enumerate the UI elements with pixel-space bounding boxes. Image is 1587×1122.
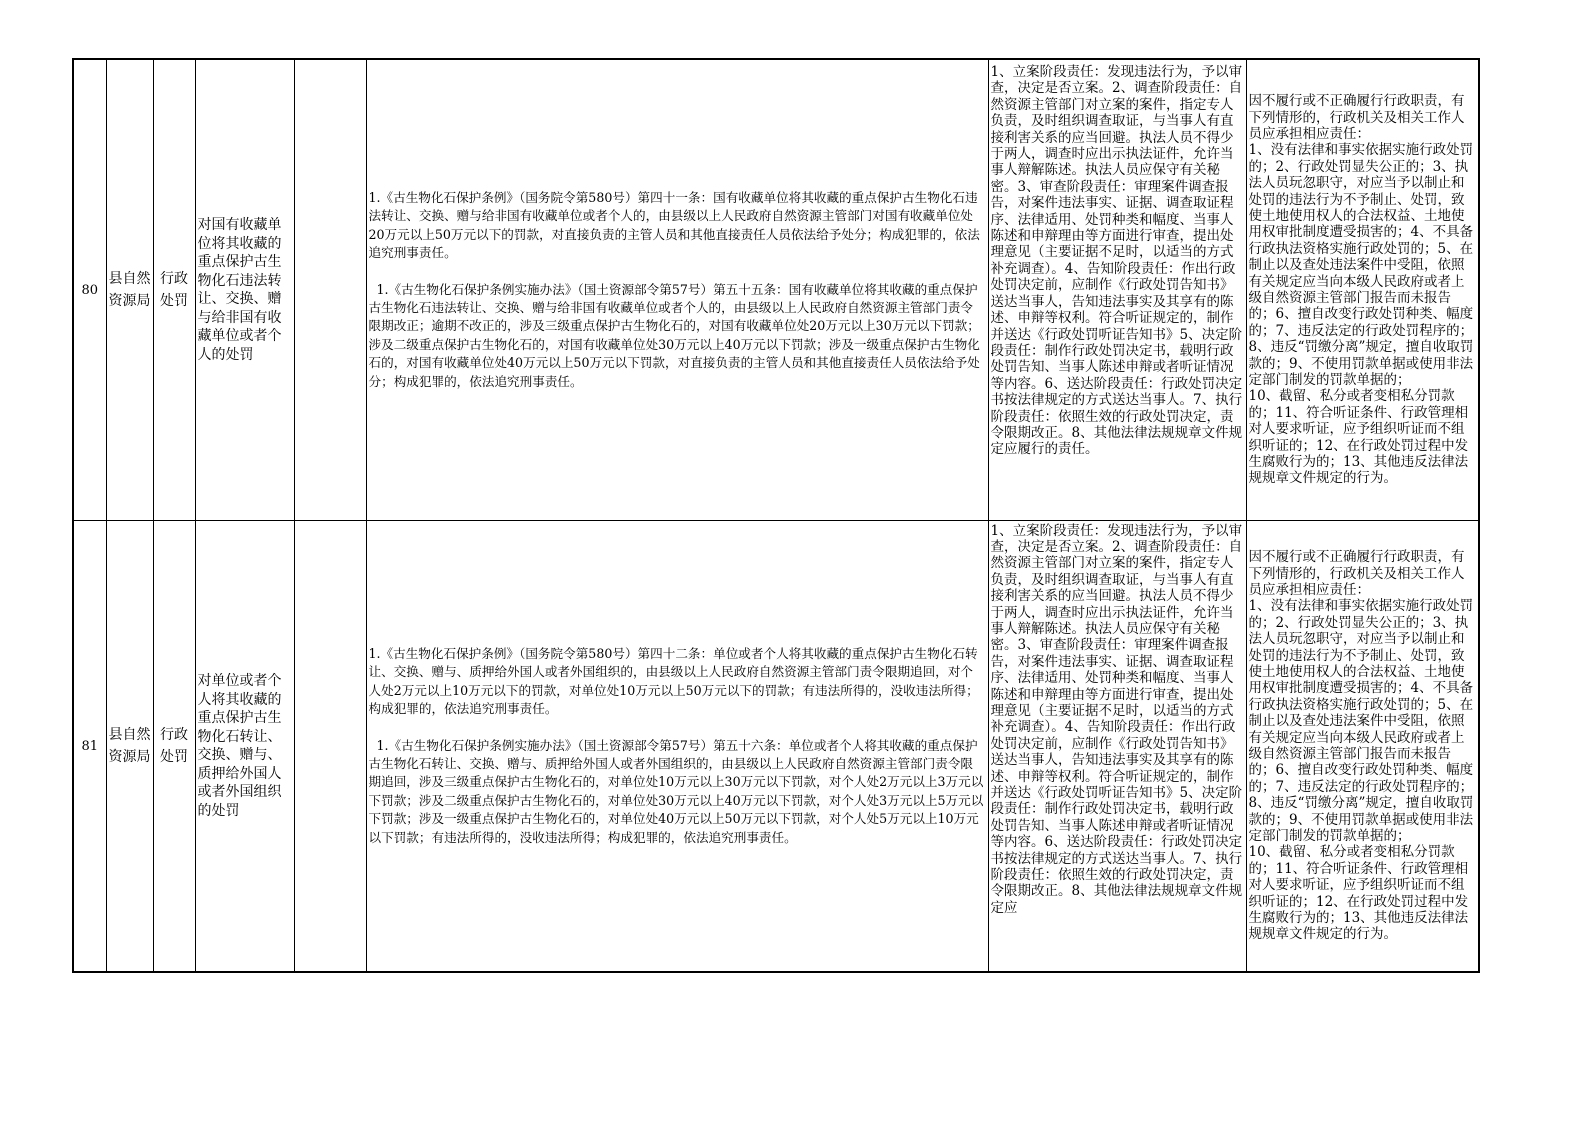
table-row	[73, 521, 1479, 973]
responsibility-text: 1、立案阶段责任：发现违法行为，予以审查，决定是否立案。2、调查阶段责任：自然资源主管部门对立案的案件，指定专人负责，及时组织调查取证，与当事人有直接利害关系的应当回避。执法人员不得少于两人，调查时应出示执法证件，允许当事人辩解陈述。执法人员应保守有关秘密。3、审查阶段责任：审理案件调查报告，对案件违法事实、证据、调查取证程序、法律适用、处罚种类和幅度、当事人陈述和申辩理由等方面进行审查，提出处理意见（主要证据不足时，以适当的方式补充调查）。4、告知阶段责任：作出行政处罚决定前，应制作《行政处罚告知书》送达当事人，告知违法事实及其享有的陈述、申辩等权利。符合听证规定的，制作并送达《行政处罚听证告知书》5、决定阶段责任：制作行政处罚决定书，载明行政处罚告知、当事人陈述申辩或者听证情况等内容。6、送达阶段责任：行政处罚决定书按法律规定的方式送达当事人。7、执行阶段责任：依照生效的行政处罚决定，责令限期改正。8、其他法律法规规章文件规定应履行的责任。	[990, 64, 1243, 458]
responsibility-cell	[988, 521, 1246, 973]
row-index: 81	[73, 521, 106, 973]
table-row	[73, 59, 1479, 521]
category-cell: 行政处罚	[153, 59, 195, 521]
legal-basis-paragraph: 1.《古生物化石保护条例实施办法》（国土资源部令第57号）第五十六条：单位或者个人将其收藏的重点保护古生物化石转让、交换、赠与、质押给外国人或者外国组织的，由县级以上人民政府自然资源主管部门责令限期追回，涉及三级重点保护古生物化石的，对单位处10万元以上30万元以下罚款，对个人处2万元以上3万元以下罚款；涉及二级重点保护古生物化石的，对单位处30万元以上40万元以下罚款，对个人处3万元以上5万元以下罚款；涉及一级重点保护古生物化石的，对单位处40万元以上50万元以下罚款，对个人处5万元以上10万元以下罚款；有违法所得的，没收违法所得；构成犯罪的，依法追究刑事责任。	[368, 737, 984, 845]
responsibility-cell	[988, 59, 1246, 521]
responsibility-text: 1、立案阶段责任：发现违法行为，予以审查，决定是否立案。2、调查阶段责任：自然资源主管部门对立案的案件，指定专人负责，及时组织调查取证，与当事人有直接利害关系的应当回避。执法人员不得少于两人，调查时应出示执法证件，允许当事人辩解陈述。执法人员应保守有关秘密。3、审查阶段责任：审理案件调查报告，对案件违法事实、证据、调查取证程序、法律适用、处罚种类和幅度、当事人陈述和申辩理由等方面进行审查，提出处理意见（主要证据不足时，以适当的方式补充调查）。4、告知阶段责任：作出行政处罚决定前，应制作《行政处罚告知书》送达当事人，告知违法事实及其享有的陈述、申辩等权利。符合听证规定的，制作并送达《行政处罚听证告知书》5、决定阶段责任：制作行政处罚决定书，载明行政处罚告知、当事人陈述申辩或者听证情况等内容。6、送达阶段责任：行政处罚决定书按法律规定的方式送达当事人。7、执行阶段责任：依照生效的行政处罚决定，责令限期改正。8、其他法律法规规章文件规定应	[990, 522, 1243, 916]
item-name-cell: 对国有收藏单位将其收藏的重点保护古生物化石违法转让、交换、赠与给非国有收藏单位或者个人的处罚	[195, 59, 294, 521]
category-cell: 行政处罚	[153, 521, 195, 973]
legal-basis-paragraph: 1.《古生物化石保护条例实施办法》（国土资源部令第57号）第五十五条：国有收藏单位将其收藏的重点保护古生物化石违法转让、交换、赠与给非国有收藏单位或者个人的，由县级以上人民政府自然资源主管部门责令限期改正；逾期不改正的，涉及三级重点保护古生物化石的，对国有收藏单位处20万元以上30万元以下罚款；涉及二级重点保护古生物化石的，对国有收藏单位处30万元以上40万元以下罚款；涉及一级重点保护古生物化石的，对国有收藏单位处40万元以上50万元以下罚款，对直接负责的主管人员和其他直接责任人员依法给予处分；构成犯罪的，依法追究刑事责任。	[368, 281, 980, 389]
legal-basis-cell	[366, 59, 988, 521]
department-cell: 县自然资源局	[106, 521, 153, 973]
liability-cell	[1246, 59, 1479, 521]
legal-basis-cell	[366, 521, 988, 973]
empty-cell	[294, 521, 366, 973]
liability-text: 因不履行或不正确履行行政职责，有下列情形的，行政机关及相关工作人员应承担相应责任： 1、没有法律和事实依据实施行政处罚的；2、行政处罚显失公正的；3、执法人员玩忽职守，对应当予以制止和处罚的违法行为不予制止、处罚，致使土地使用权人的合法权益、土地使用权审批制度遭受损害的；4、不具备行政执法资格实施行政处罚的；5、在制止以及查处违法案件中受阻，依照有关规定应当向本级人民政府或者上级自然资源主管部门报告而未报告的；6、擅自改变行政处罚种类、幅度的；7、违反法定的行政处罚程序的；8、违反“罚缴分离”规定，擅自收取罚款的；9、不使用罚款单据或使用非法定部门制发的罚款单据的； 10、截留、私分或者变相私分罚款的；11、符合听证条件、行政管理相对人要求听证，应予组织听证而不组织听证的；12、在行政处罚过程中发生腐败行为的；13、其他违反法律法规规章文件规定的行为。	[1248, 93, 1474, 487]
department-cell: 县自然资源局	[106, 59, 153, 521]
legal-basis-paragraph: 1.《古生物化石保护条例》（国务院令第580号）第四十二条：单位或者个人将其收藏的重点保护古生物化石转让、交换、赠与、质押给外国人或者外国组织的，由县级以上人民政府自然资源主管部门责令限期追回，对个人处2万元以上10万元以下的罚款，对单位处10万元以上50万元以下的罚款；有违法所得的，没收违法所得；构成犯罪的，依法追究刑事责任。	[368, 645, 979, 717]
legal-basis-paragraph: 1.《古生物化石保护条例》（国务院令第580号）第四十一条：国有收藏单位将其收藏的重点保护古生物化石违法转让、交换、赠与给非国有收藏单位或者个人的，由县级以上人民政府自然资源主管部门对国有收藏单位处20万元以上50万元以下的罚款，对直接负责的主管人员和其他直接责任人员依法给予处分；构成犯罪的，依法追究刑事责任。	[368, 189, 980, 261]
item-name-cell: 对单位或者个人将其收藏的重点保护古生物化石转让、交换、赠与、质押给外国人或者外国组织的处罚	[195, 521, 294, 973]
liability-cell	[1246, 521, 1479, 973]
empty-cell	[294, 59, 366, 521]
power-list-table	[72, 58, 1480, 973]
liability-text: 因不履行或不正确履行行政职责，有下列情形的，行政机关及相关工作人员应承担相应责任： 1、没有法律和事实依据实施行政处罚的；2、行政处罚显失公正的；3、执法人员玩忽职守，对应当予以制止和处罚的违法行为不予制止、处罚，致使土地使用权人的合法权益、土地使用权审批制度遭受损害的；4、不具备行政执法资格实施行政处罚的；5、在制止以及查处违法案件中受阻，依照有关规定应当向本级人民政府或者上级自然资源主管部门报告而未报告的；6、擅自改变行政处罚种类、幅度的；7、违反法定的行政处罚程序的；8、违反“罚缴分离”规定，擅自收取罚款的；9、不使用罚款单据或使用非法定部门制发的罚款单据的； 10、截留、私分或者变相私分罚款的；11、符合听证条件、行政管理相对人要求听证，应予组织听证而不组织听证的；12、在行政处罚过程中发生腐败行为的；13、其他违反法律法规规章文件规定的行为。	[1248, 549, 1474, 943]
row-index: 80	[73, 59, 106, 521]
